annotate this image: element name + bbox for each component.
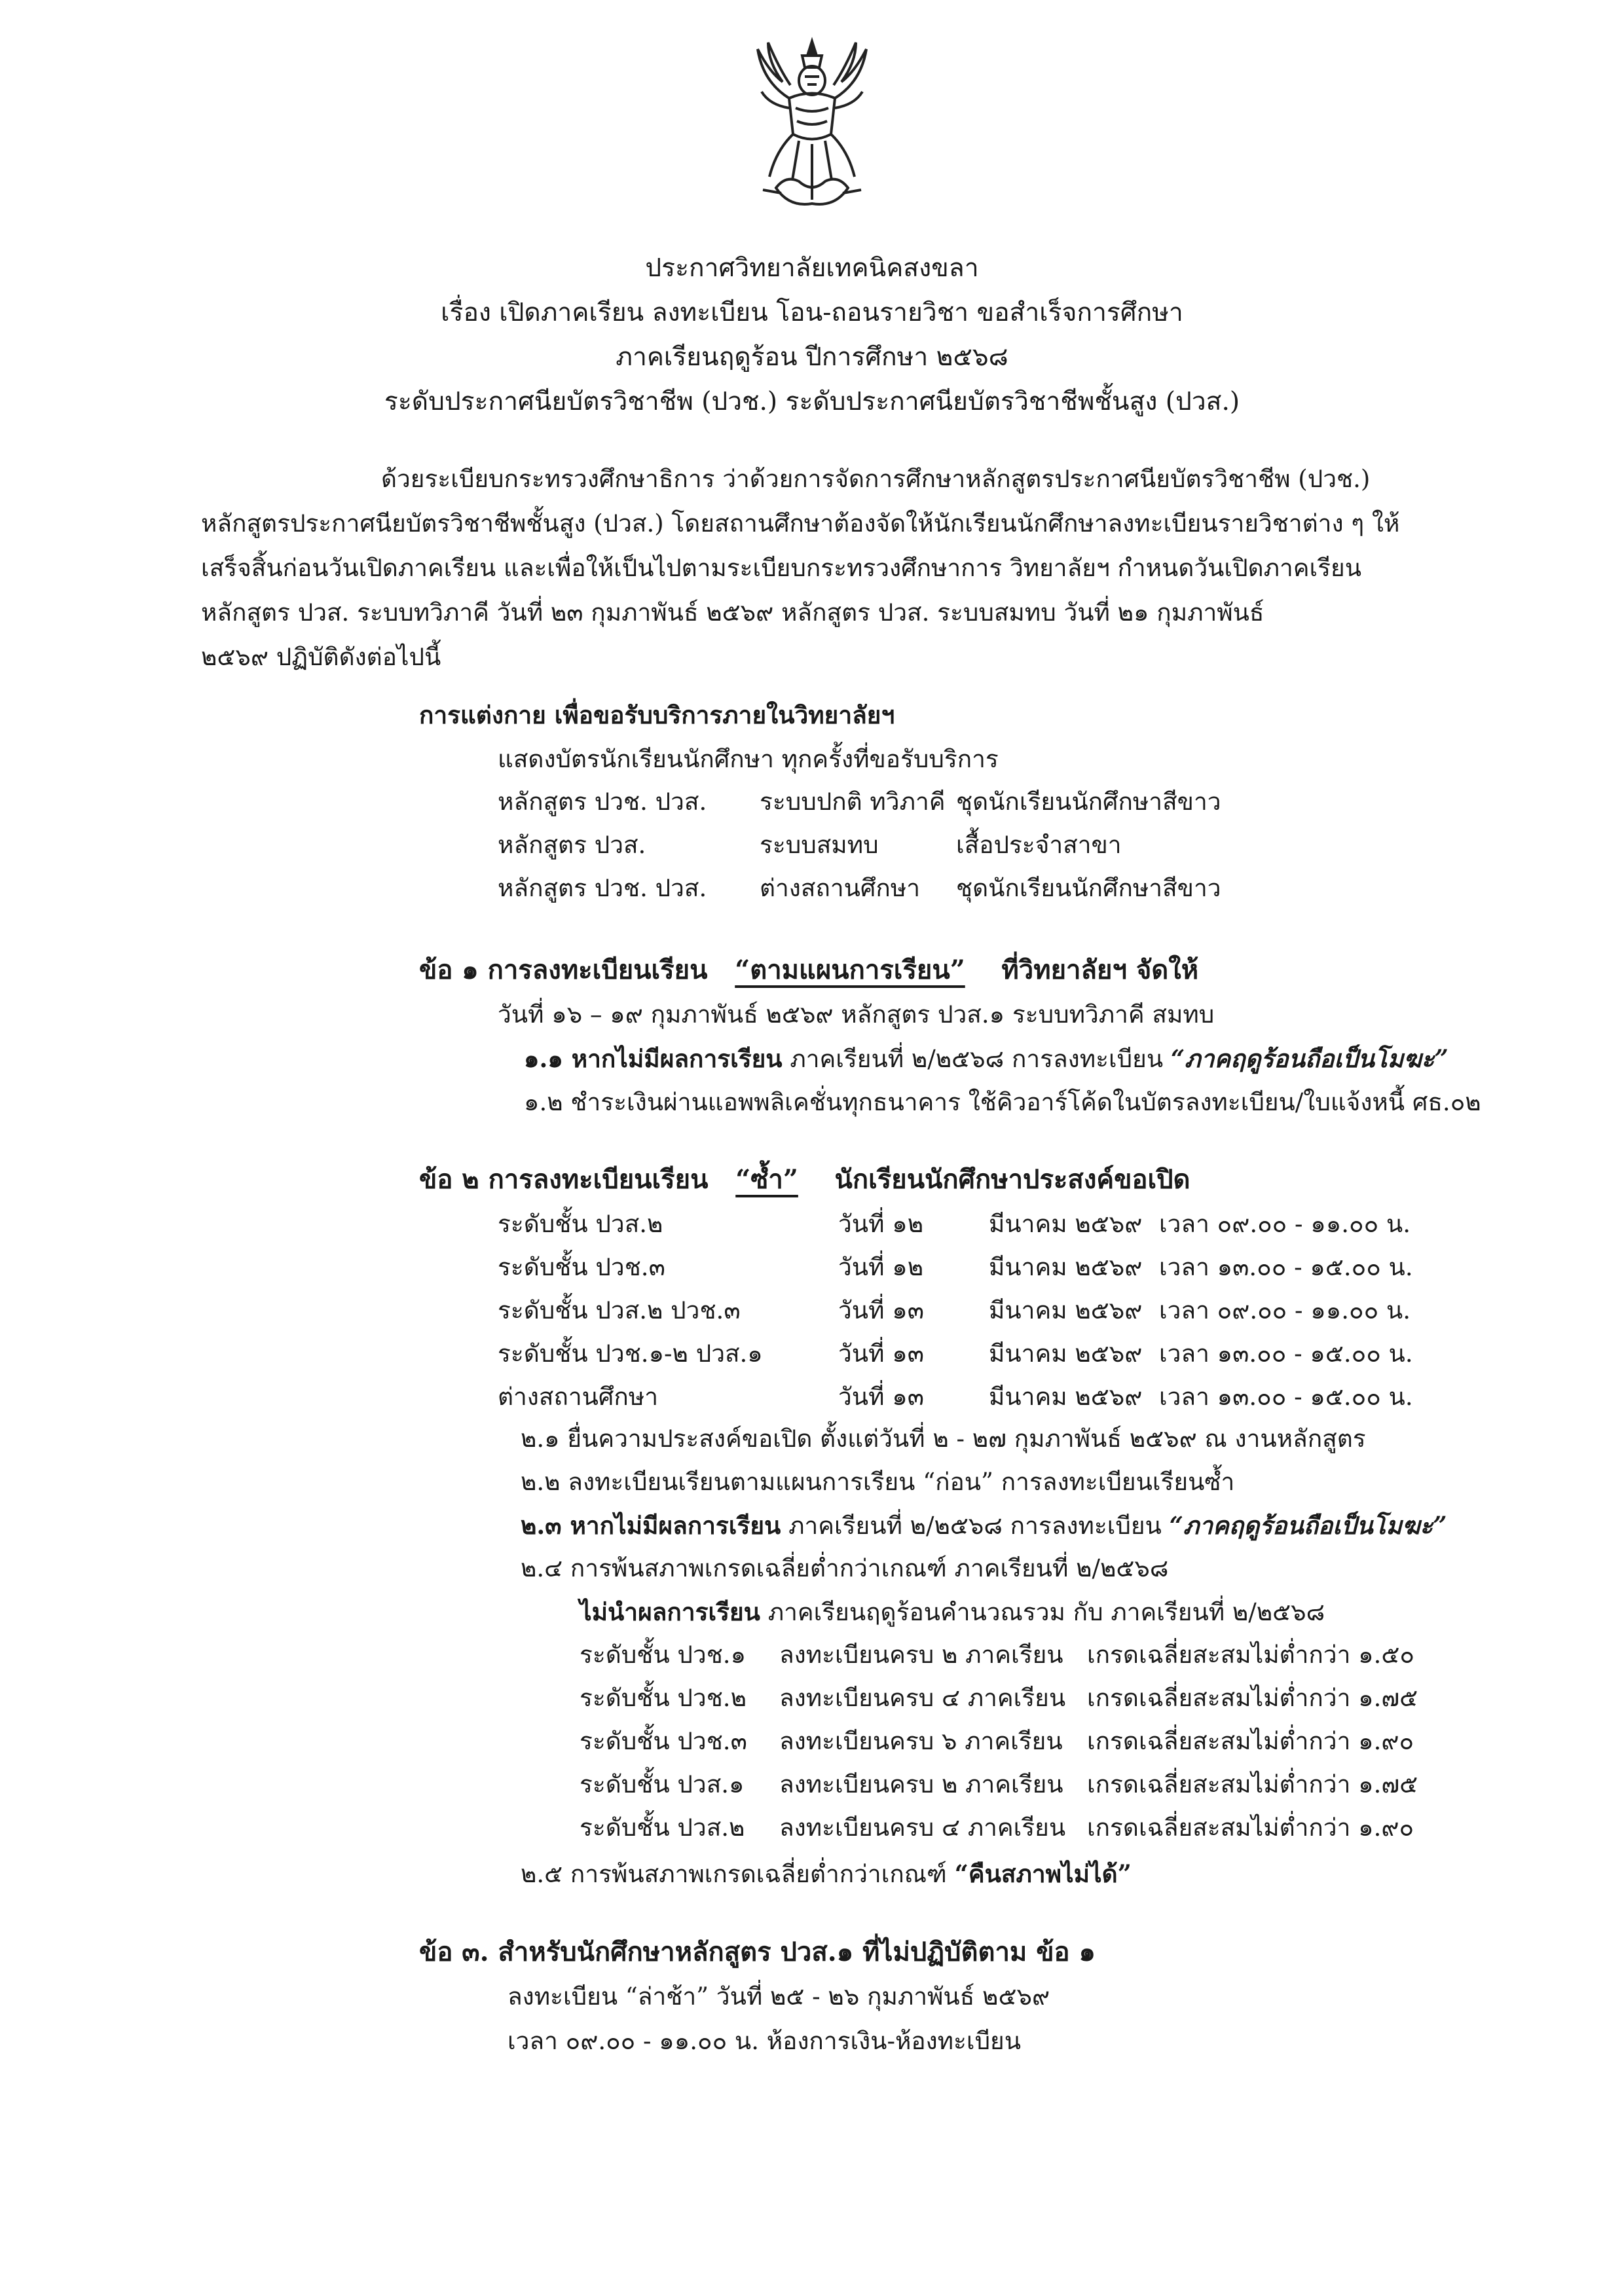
item1-sub1-b: ภาคเรียนที่ ๒/๒๕๖๘ การลงทะเบียน	[782, 1045, 1171, 1073]
dress-system: ระบบปกติ ทวิภาคี	[760, 788, 946, 816]
schedule-row	[498, 1205, 1413, 1244]
schedule-row	[498, 1334, 1413, 1374]
item2-sub4-note-a: ไม่นำผลการเรียน	[580, 1597, 760, 1626]
item1-emph: “ตามแผนการเรียน”	[735, 955, 965, 985]
dress-uniform: ชุดนักเรียนนักศึกษาสีขาว	[956, 874, 1221, 902]
dress-row	[498, 782, 1349, 822]
item1-prefix: ข้อ ๑ การลงทะเบียนเรียน	[419, 955, 708, 985]
gpa-row	[580, 1722, 1418, 1761]
gpa-min: เกรดเฉลี่ยสะสมไม่ต่ำกว่า ๑.๗๕	[1087, 1770, 1418, 1798]
intro-line-3: เสร็จสิ้นก่อนวันเปิดภาคเรียน และเพื่อให้เป็นไปตามระเบียบกระทรวงศึกษาการ วิทยาลัยฯ กำหนดวันเปิดภาคเรียน	[201, 554, 1362, 582]
item2-sub1: ๒.๑ ยื่นความประสงค์ขอเปิด ตั้งแต่วันที่ ๒ - ๒๗ กุมภาพันธ์ ๒๕๖๙ ณ งานหลักสูตร	[521, 1425, 1366, 1453]
dress-system: ต่างสถานศึกษา	[760, 874, 920, 902]
gpa-min: เกรดเฉลี่ยสะสมไม่ต่ำกว่า ๑.๕๐	[1087, 1641, 1414, 1669]
item2-sub5-b: “คืนสภาพไม่ได้”	[954, 1859, 1132, 1888]
item1-sub1-c: “ภาคฤดูร้อนถือเป็นโมฆะ”	[1170, 1044, 1449, 1073]
intro-line-5: ๒๕๖๙ ปฏิบัติดังต่อไปนี้	[201, 643, 441, 671]
item1-sub1-a: ๑.๑ หากไม่มีผลการเรียน	[524, 1044, 783, 1073]
item2-sub3-b: ภาคเรียนที่ ๒/๒๕๖๘ การลงทะเบียน	[781, 1512, 1170, 1540]
schedule-row	[498, 1291, 1413, 1330]
schedule-month: มีนาคม ๒๕๖๙	[989, 1253, 1143, 1281]
dress-row	[498, 869, 1349, 908]
schedule-month: มีนาคม ๒๕๖๙	[989, 1296, 1143, 1324]
dress-program: หลักสูตร ปวช. ปวส.	[498, 788, 707, 816]
gpa-row	[580, 1765, 1418, 1804]
dress-program: หลักสูตร ปวช. ปวส.	[498, 874, 707, 902]
item3-heading: ข้อ ๓. สำหรับนักศึกษาหลักสูตร ปวส.๑ ที่ไม่ปฏิบัติตาม ข้อ ๑	[419, 1937, 1096, 1967]
schedule-level: ระดับชั้น ปวช.๑-๒ ปวส.๑	[498, 1339, 763, 1368]
item1-sub2: ๑.๒ ชำระเงินผ่านแอพพลิเคชั่นทุกธนาคาร ใช้คิวอาร์โค้ดในบัตรลงทะเบียน/ใบแจ้งหนี้ ศธ.๐๒	[524, 1088, 1481, 1116]
intro-line-1: ด้วยระเบียบกระทรวงศึกษาธิการ ว่าด้วยการจัดการศึกษาหลักสูตรประกาศนียบัตรวิชาชีพ (ปวช.)	[381, 465, 1371, 493]
item2-heading	[419, 1160, 1190, 1199]
item2-sub5-a: ๒.๕ การพ้นสภาพเกรดเฉลี่ยต่ำกว่าเกณฑ์	[521, 1860, 955, 1888]
item1-sub1	[524, 1039, 1449, 1079]
item2-sub5	[521, 1854, 1132, 1894]
gpa-level: ระดับชั้น ปวส.๑	[580, 1770, 745, 1798]
dress-program: หลักสูตร ปวส.	[498, 831, 646, 859]
schedule-time: เวลา ๑๓.๐๐ - ๑๕.๐๐ น.	[1159, 1383, 1413, 1411]
schedule-level: ต่างสถานศึกษา	[498, 1383, 658, 1411]
schedule-month: มีนาคม ๒๕๖๙	[989, 1210, 1143, 1238]
gpa-row	[580, 1679, 1418, 1718]
header-org: ประกาศวิทยาลัยเทคนิคสงขลา	[645, 253, 979, 283]
repeat-schedule	[498, 1205, 1413, 1417]
gpa-level: ระดับชั้น ปวช.๓	[580, 1727, 747, 1755]
dress-table	[498, 782, 1349, 908]
schedule-day: วันที่ ๑๒	[838, 1253, 924, 1281]
gpa-min: เกรดเฉลี่ยสะสมไม่ต่ำกว่า ๑.๗๕	[1087, 1684, 1418, 1712]
schedule-day: วันที่ ๑๓	[838, 1296, 924, 1324]
gpa-terms: ลงทะเบียนครบ ๔ ภาคเรียน	[779, 1684, 1066, 1712]
item1-heading	[419, 951, 1198, 990]
schedule-level: ระดับชั้น ปวส.๒ ปวช.๓	[498, 1296, 741, 1324]
schedule-time: เวลา ๐๙.๐๐ - ๑๑.๐๐ น.	[1159, 1210, 1411, 1238]
schedule-month: มีนาคม ๒๕๖๙	[989, 1339, 1143, 1368]
schedule-day: วันที่ ๑๓	[838, 1339, 924, 1368]
item2-sub4: ๒.๔ การพ้นสภาพเกรดเฉลี่ยต่ำกว่าเกณฑ์ ภาคเรียนที่ ๒/๒๕๖๘	[521, 1554, 1169, 1582]
schedule-row	[498, 1377, 1413, 1417]
schedule-row	[498, 1248, 1413, 1287]
dress-title: การแต่งกาย เพื่อขอรับบริการภายในวิทยาลัยฯ	[419, 701, 895, 729]
item2-sub4-note	[580, 1592, 1325, 1632]
gpa-terms: ลงทะเบียนครบ ๖ ภาคเรียน	[779, 1727, 1063, 1755]
gpa-terms: ลงทะเบียนครบ ๒ ภาคเรียน	[779, 1641, 1063, 1669]
intro-line-4: หลักสูตร ปวส. ระบบทวิภาคี วันที่ ๒๓ กุมภาพันธ์ ๒๕๖๙ หลักสูตร ปวส. ระบบสมทบ วันที่ ๒๑ กุมภาพันธ์	[201, 598, 1264, 627]
dress-row	[498, 826, 1349, 865]
schedule-level: ระดับชั้น ปวช.๓	[498, 1253, 665, 1281]
gpa-level: ระดับชั้น ปวช.๑	[580, 1641, 747, 1669]
dress-note: แสดงบัตรนักเรียนนักศึกษา ทุกครั้งที่ขอรับบริการ	[498, 745, 999, 773]
gpa-min: เกรดเฉลี่ยสะสมไม่ต่ำกว่า ๑.๙๐	[1087, 1813, 1414, 1842]
schedule-time: เวลา ๑๓.๐๐ - ๑๕.๐๐ น.	[1159, 1253, 1413, 1281]
dress-system: ระบบสมทบ	[760, 831, 879, 859]
item3-line-1: ลงทะเบียน “ล่าช้า” วันที่ ๒๕ - ๒๖ กุมภาพันธ์ ๒๕๖๙	[507, 1982, 1050, 2011]
gpa-table	[580, 1635, 1418, 1848]
header-subject: เรื่อง เปิดภาคเรียน ลงทะเบียน โอน-ถอนรายวิชา ขอสำเร็จการศึกษา	[441, 298, 1183, 327]
gpa-row	[580, 1635, 1418, 1675]
item2-sub2: ๒.๒ ลงทะเบียนเรียนตามแผนการเรียน “ก่อน” การลงทะเบียนเรียนซ้ำ	[521, 1468, 1235, 1496]
dress-uniform: เสื้อประจำสาขา	[956, 831, 1122, 859]
item2-sub4-note-b: ภาคเรียนฤดูร้อนคำนวณรวม กับ ภาคเรียนที่ ๒/๒๕๖๘	[760, 1598, 1325, 1626]
gpa-min: เกรดเฉลี่ยสะสมไม่ต่ำกว่า ๑.๙๐	[1087, 1727, 1414, 1755]
schedule-time: เวลา ๐๙.๐๐ - ๑๑.๐๐ น.	[1159, 1296, 1411, 1324]
garuda-emblem-icon	[750, 36, 874, 213]
gpa-row	[580, 1808, 1418, 1848]
item2-sub3-c: “ภาคฤดูร้อนถือเป็นโมฆะ”	[1169, 1511, 1447, 1540]
gpa-level: ระดับชั้น ปวส.๒	[580, 1813, 745, 1842]
item3-line-2: เวลา ๐๙.๐๐ - ๑๑.๐๐ น. ห้องการเงิน-ห้องทะเบียน	[507, 2027, 1022, 2055]
gpa-terms: ลงทะเบียนครบ ๔ ภาคเรียน	[779, 1813, 1066, 1842]
item2-sub3	[521, 1506, 1447, 1546]
schedule-month: มีนาคม ๒๕๖๙	[989, 1383, 1143, 1411]
schedule-day: วันที่ ๑๒	[838, 1210, 924, 1238]
schedule-time: เวลา ๑๓.๐๐ - ๑๕.๐๐ น.	[1159, 1339, 1413, 1368]
item2-prefix: ข้อ ๒ การลงทะเบียนเรียน	[419, 1164, 709, 1195]
header-term: ภาคเรียนฤดูร้อน ปีการศึกษา ๒๕๖๘	[616, 342, 1008, 372]
item1-date: วันที่ ๑๖ – ๑๙ กุมภาพันธ์ ๒๕๖๙ หลักสูตร ปวส.๑ ระบบทวิภาคี สมทบ	[498, 1000, 1215, 1029]
gpa-terms: ลงทะเบียนครบ ๒ ภาคเรียน	[779, 1770, 1063, 1798]
item1-suffix: ที่วิทยาลัยฯ จัดให้	[1001, 955, 1199, 985]
intro-line-2: หลักสูตรประกาศนียบัตรวิชาชีพชั้นสูง (ปวส.) โดยสถานศึกษาต้องจัดให้นักเรียนนักศึกษาลงทะเบียนรายวิชาต่าง ๆ ให้	[201, 509, 1400, 538]
header-levels: ระดับประกาศนียบัตรวิชาชีพ (ปวช.) ระดับประกาศนียบัตรวิชาชีพชั้นสูง (ปวส.)	[384, 387, 1240, 416]
schedule-level: ระดับชั้น ปวส.๒	[498, 1210, 663, 1238]
schedule-day: วันที่ ๑๓	[838, 1383, 924, 1411]
dress-uniform: ชุดนักเรียนนักศึกษาสีขาว	[956, 788, 1221, 816]
item2-suffix: นักเรียนนักศึกษาประสงค์ขอเปิด	[834, 1164, 1190, 1195]
gpa-level: ระดับชั้น ปวช.๒	[580, 1684, 747, 1712]
item2-emph: “ซ้ำ”	[735, 1164, 798, 1195]
item2-sub3-a: ๒.๓ หากไม่มีผลการเรียน	[521, 1511, 781, 1540]
